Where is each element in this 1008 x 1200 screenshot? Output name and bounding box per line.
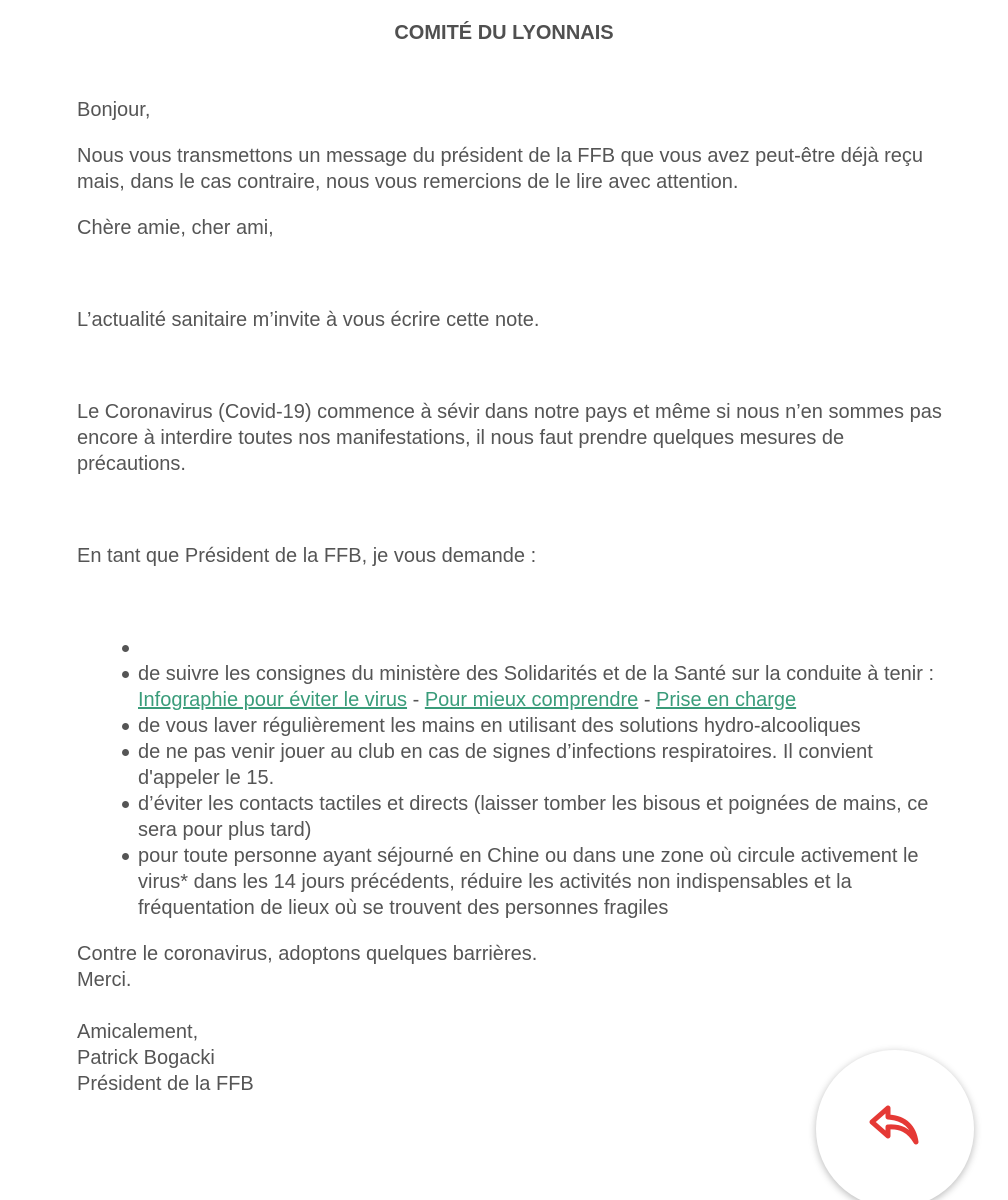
reply-icon <box>868 1104 922 1150</box>
intro-paragraph: Nous vous transmettons un message du président de la FFB que vous avez peut-être déjà reçu mais, dans le cas contraire, nous vous remercions de le lire avec attention. <box>77 145 924 193</box>
care-link[interactable]: Prise en charge <box>656 689 797 711</box>
salutation: Chère amie, cher ami, <box>77 217 274 239</box>
list-item: de vous laver régulièrement les mains en utilisant des solutions hydro-alcooliques <box>138 713 957 739</box>
signoff: Amicalement, <box>77 1021 199 1043</box>
infographic-link[interactable]: Infographie pour éviter le virus <box>138 689 408 711</box>
demand-paragraph: En tant que Président de la FFB, je vous demande : <box>77 545 537 567</box>
list-item <box>138 635 957 661</box>
list-item: d’éviter les contacts tactiles et directs (laisser tomber les bisous et poignées de mains, ce sera pour plus tard) <box>138 791 957 843</box>
link-separator: - <box>407 689 425 711</box>
signature-title: Président de la FFB <box>77 1073 254 1095</box>
thanks-line: Merci. <box>77 969 132 991</box>
list-item: de ne pas venir jouer au club en cas de signes d’infections respiratoires. Il convient d'appeler le 15. <box>138 739 957 791</box>
link-separator: - <box>638 689 657 711</box>
measures-list <box>77 635 957 921</box>
list-item-text: de suivre les consignes du ministère des Solidarités et de la Santé sur la conduite à tenir : <box>138 663 934 685</box>
covid-paragraph: Le Coronavirus (Covid-19) commence à sévir dans notre pays et même si nous n’en sommes pas encore à interdire toutes nos manifestations, il nous faut prendre quelques mesures de précautions. <box>77 401 942 475</box>
message-body <box>77 97 957 1097</box>
understand-link[interactable]: Pour mieux comprendre <box>424 689 639 711</box>
reply-button[interactable] <box>816 1050 974 1200</box>
closing-block <box>77 941 957 993</box>
list-item: pour toute personne ayant séjourné en Chine ou dans une zone où circule activement le virus* dans les 14 jours précédents, réduire les activités non indispensables et la fréquentation de lieux où se trouvent des personnes fragiles <box>138 843 957 921</box>
closing-line: Contre le coronavirus, adoptons quelques barrières. <box>77 943 538 965</box>
page-title: COMITÉ DU LYONNAIS <box>394 22 614 44</box>
note-paragraph: L’actualité sanitaire m’invite à vous écrire cette note. <box>77 309 540 331</box>
greeting: Bonjour, <box>77 99 151 121</box>
signature-block <box>77 1019 957 1097</box>
list-item <box>138 661 957 713</box>
signature-name: Patrick Bogacki <box>77 1047 215 1069</box>
